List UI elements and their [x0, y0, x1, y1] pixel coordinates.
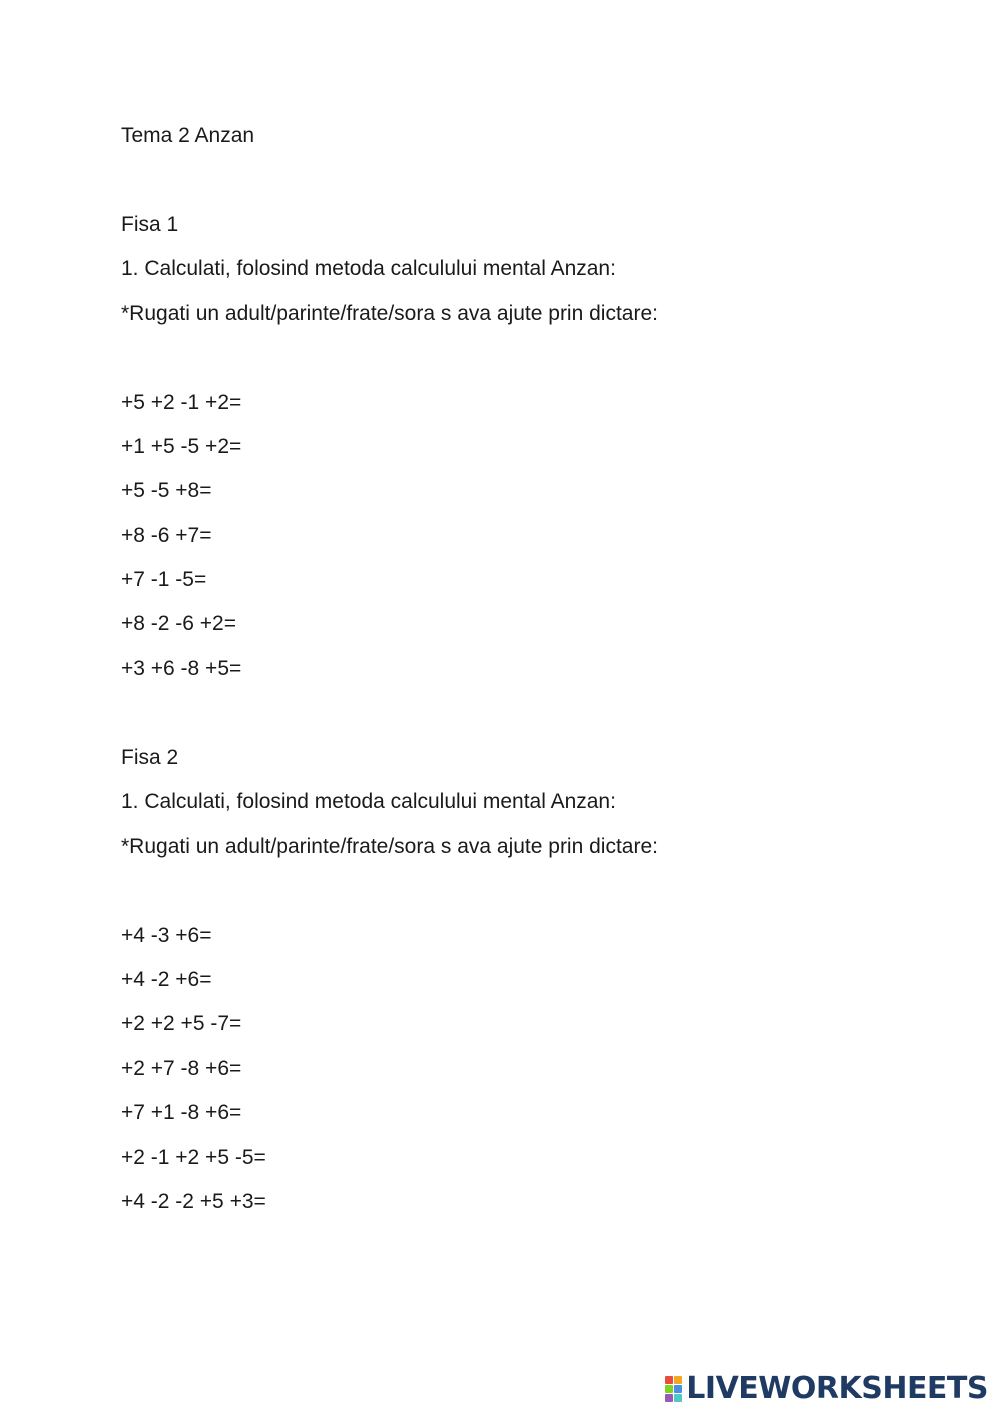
exercise: +5 -5 +8= [121, 479, 212, 502]
document-title: Tema 2 Anzan [121, 124, 255, 147]
logo-tile [674, 1385, 682, 1393]
exercise: +8 -6 +7= [121, 524, 212, 547]
sheet-1-note: *Rugati un adult/parinte/frate/sora s ava ajute prin dictare: [121, 302, 658, 325]
exercise: +4 -2 +6= [121, 968, 212, 991]
exercise: +7 +1 -8 +6= [121, 1101, 242, 1124]
exercise: +8 -2 -6 +2= [121, 612, 236, 635]
logo-tile [674, 1376, 682, 1384]
exercise: +1 +5 -5 +2= [121, 435, 242, 458]
exercise: +4 -2 -2 +5 +3= [121, 1190, 266, 1213]
logo-tile [665, 1376, 673, 1384]
sheet-1-instruction: 1. Calculati, folosind metoda calculului mental Anzan: [121, 257, 616, 280]
logo-tile [665, 1394, 673, 1402]
sheet-2-note: *Rugati un adult/parinte/frate/sora s ava ajute prin dictare: [121, 835, 658, 858]
liveworksheets-tiles-icon [665, 1376, 682, 1402]
liveworksheets-wordmark: LIVEWORKSHEETS [686, 1371, 988, 1406]
sheet-2-heading: Fisa 2 [121, 746, 179, 769]
sheet-2-instruction: 1. Calculati, folosind metoda calculului mental Anzan: [121, 790, 616, 813]
logo-tile [674, 1394, 682, 1402]
liveworksheets-logo [665, 1372, 988, 1406]
exercise: +7 -1 -5= [121, 568, 207, 591]
exercise: +4 -3 +6= [121, 924, 212, 947]
logo-tile [665, 1385, 673, 1393]
exercise: +2 +2 +5 -7= [121, 1012, 242, 1035]
exercise: +5 +2 -1 +2= [121, 391, 242, 414]
exercise: +3 +6 -8 +5= [121, 657, 242, 680]
exercise: +2 -1 +2 +5 -5= [121, 1146, 266, 1169]
exercise: +2 +7 -8 +6= [121, 1057, 242, 1080]
sheet-1-heading: Fisa 1 [121, 213, 179, 236]
